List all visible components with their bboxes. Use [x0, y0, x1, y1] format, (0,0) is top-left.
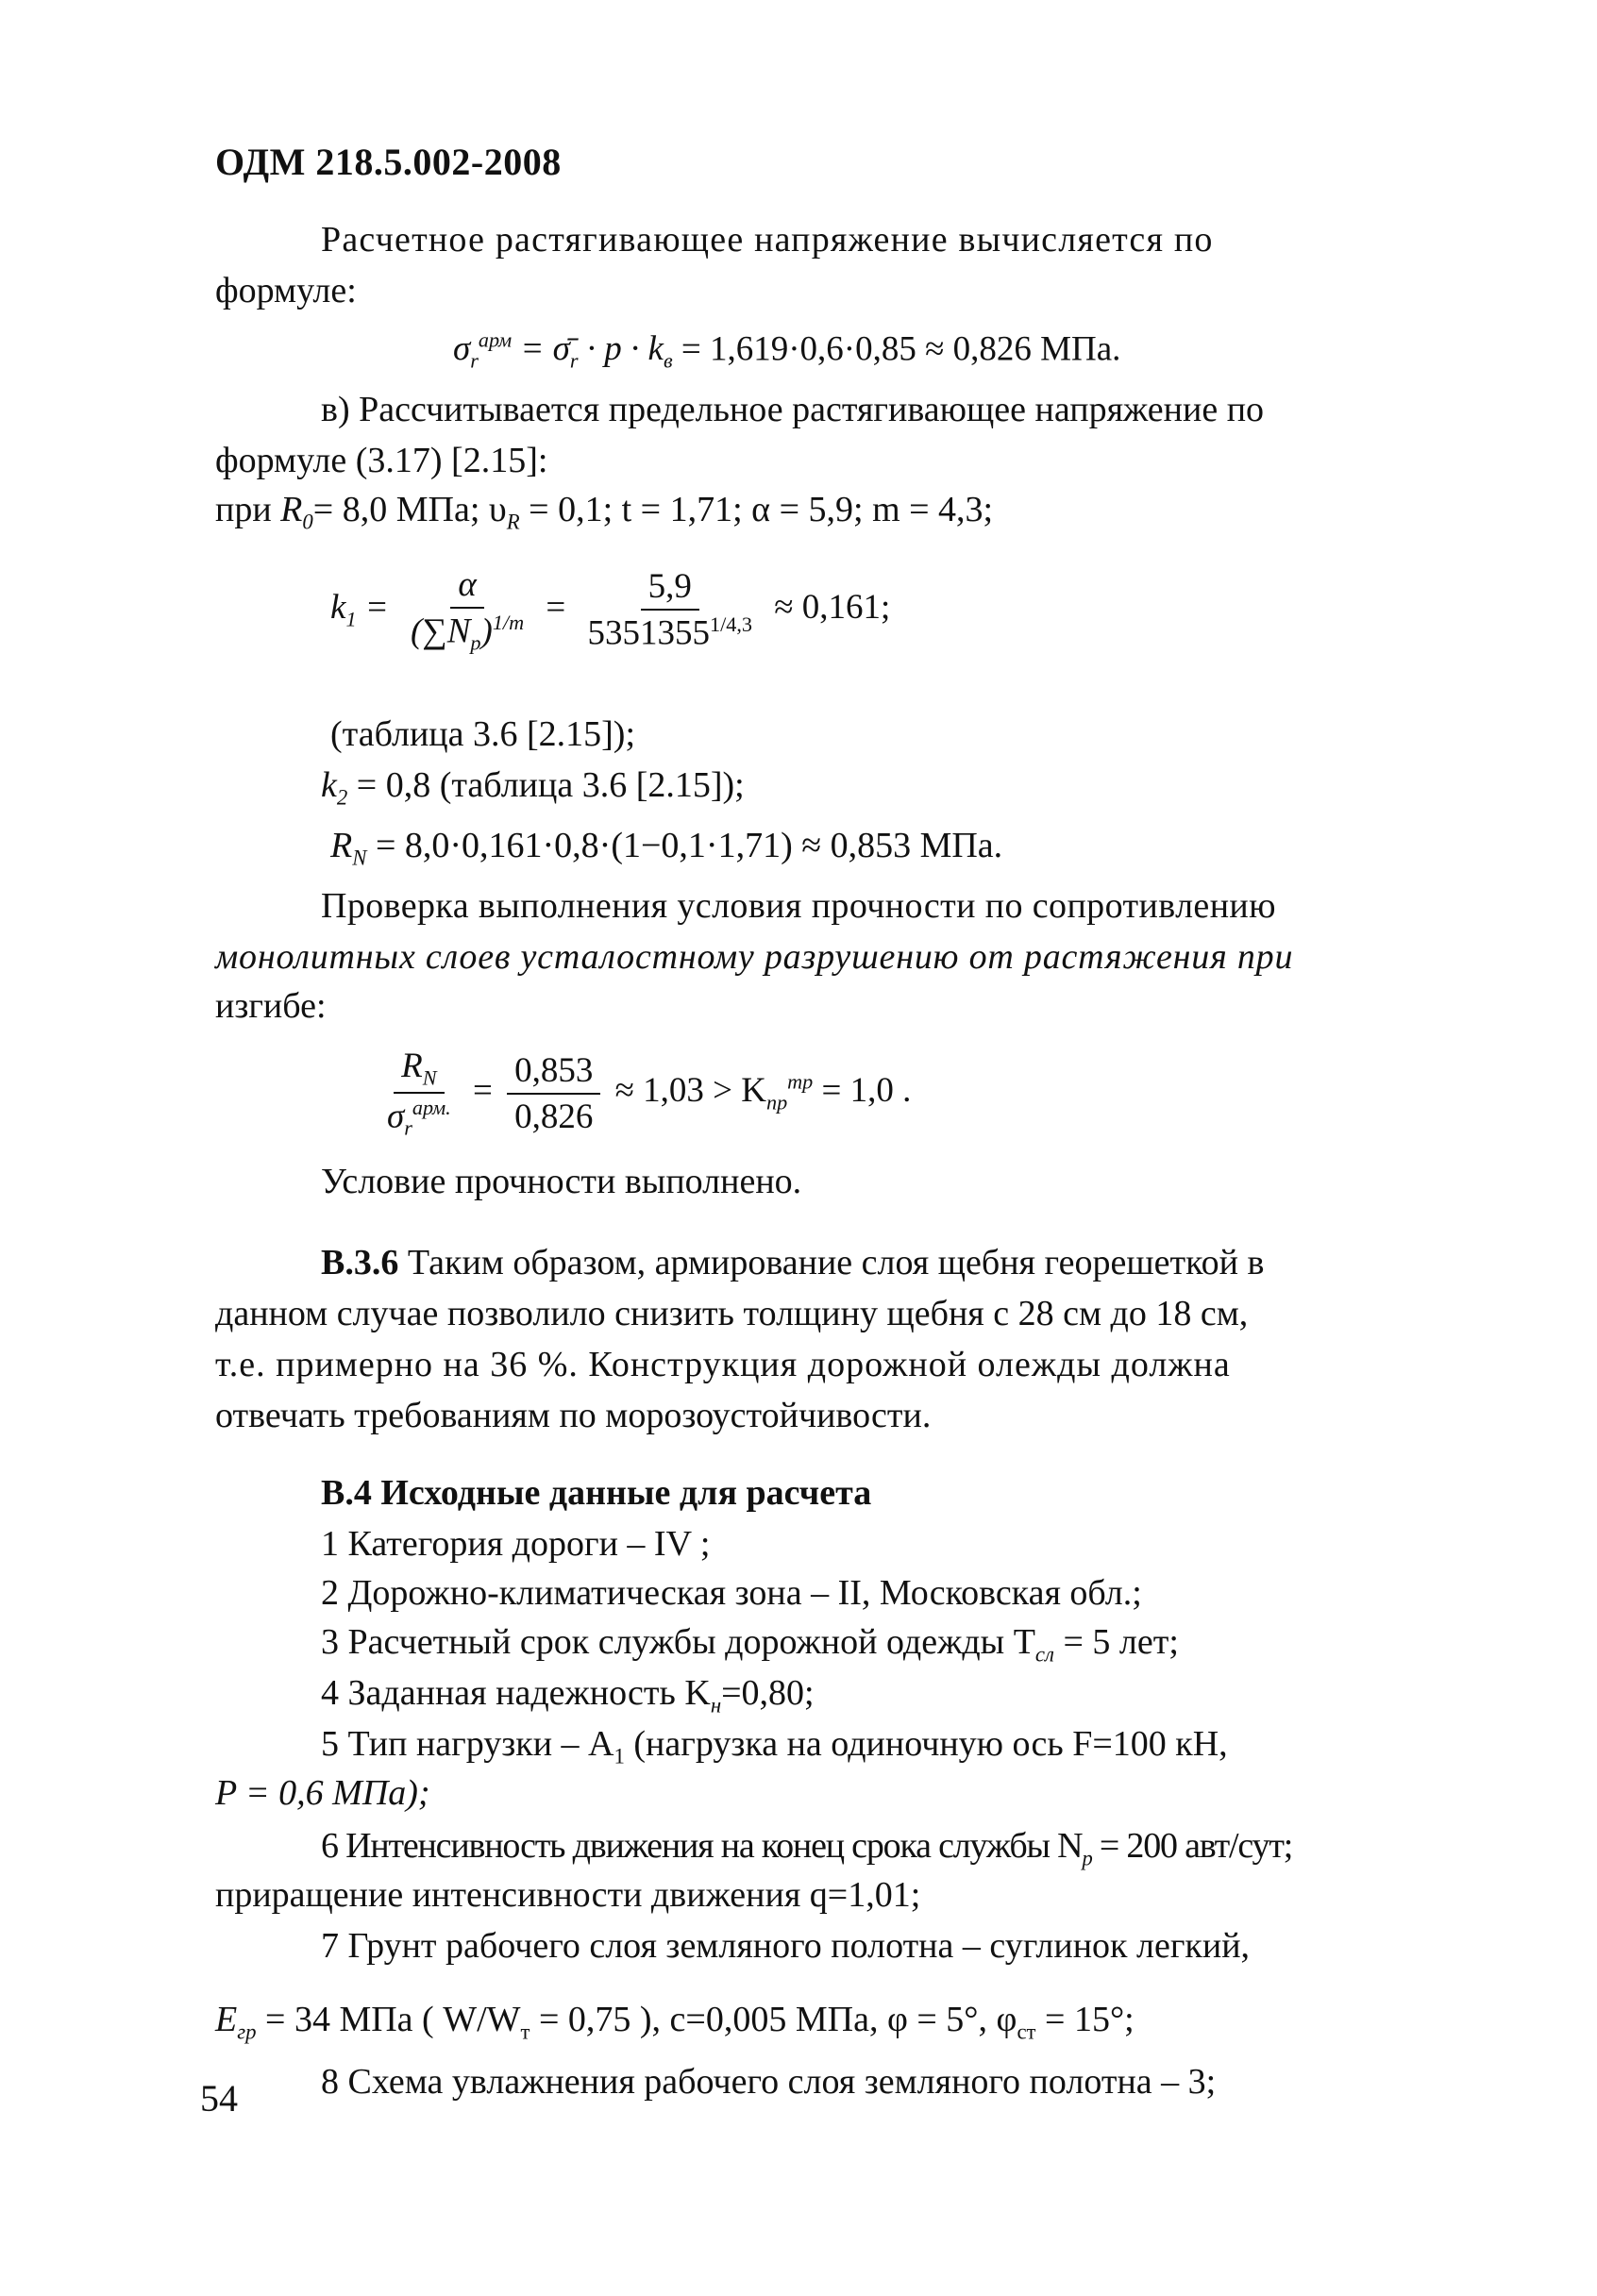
- list-item: 2 Дорожно-климатическая зона – II, Московская обл.;: [321, 1573, 1142, 1613]
- text-line: монолитных слоев усталостному разрушению от растяжения при: [215, 937, 1294, 977]
- formula-stress-value: = 1,619·0,6·0,85 ≈ 0,826 МПа.: [672, 329, 1121, 369]
- text-line: Условие прочности выполнено.: [321, 1162, 802, 1201]
- text-line: отвечать требованиям по морозоустойчивости.: [215, 1396, 932, 1435]
- text-line: т.е. примерно на 36 %. Конструкция дорожной олежды должна: [215, 1345, 1231, 1384]
- fraction: $\frac{R_N}{\sigma_r^{арм.}}$: [387, 1047, 451, 1141]
- text-line: Проверка выполнения условия прочности по сопротивлению: [321, 886, 1276, 926]
- text-line-k2: $k_2 = 0,8$ (таблица 3.6 [2.15]);: [321, 765, 745, 810]
- text-line: приращение интенсивности движения q=1,01;: [215, 1875, 921, 1915]
- text-line: изгибе:: [215, 986, 327, 1026]
- list-item: 8 Схема увлажнения рабочего слоя земляного полотна – 3;: [321, 2062, 1217, 2102]
- list-item: 3 Расчетный срок службы дорожной одежды $T_{сл} = 5$ лет;: [321, 1622, 1179, 1667]
- text-line: формуле (3.17) [2.15]:: [215, 441, 548, 480]
- text-line-params: при $R_0= 8,0$ МПа; $\upsilon_R = 0,1$; t = 1,71; α = 5,9; m = 4,3;: [215, 490, 994, 534]
- formula-strength-check: $\frac{R_N}{\sigma_r^{арм.}}$ = $\frac{0,853}{0,826}$ ≈ $1,03 > K_{пр}^{тр} = 1,0$ .: [374, 1046, 911, 1141]
- text-line: (таблица 3.6 [2.15]);: [330, 714, 635, 754]
- page-number: 54: [200, 2077, 238, 2120]
- text-line: Расчетное растягивающее напряжение вычисляется по: [321, 220, 1214, 260]
- list-item: 1 Категория дороги – IV ;: [321, 1524, 711, 1564]
- text-line-rn: $R_N = 8,0\cdot 0,161\cdot 0,8\cdot(1-0,1\cdot 1,71) \approx 0,853$ МПа.: [330, 826, 1003, 870]
- text-line: данном случае позволило снизить толщину щебня с 28 см до 18 см,: [215, 1294, 1249, 1333]
- text-line: P = 0,6 МПа);: [215, 1773, 430, 1813]
- section-title: В.4 Исходные данные для расчета: [321, 1473, 872, 1513]
- formula-k1: $k_1$ = $\frac{\alpha}{(\sum N_p)^{1/m}}$ = $\frac{5,9}{5351355^{1/4,3}}$ ≈ 0,161;: [330, 565, 891, 655]
- list-item: 7 Грунт рабочего слоя земляного полотна – суглинок легкий,: [321, 1926, 1251, 1966]
- list-item: 5 Тип нагрузки – $A_1$ (нагрузка на одиночную ось F=100 кН,: [321, 1724, 1228, 1768]
- formula-soil: $E_{гр} = 34$ МПа ( $W/W_т = 0,75$ ), c=0,005 МПа, φ = 5°, $\varphi_{ст} = 15^\circ$;: [215, 2000, 1135, 2044]
- fraction: $\frac{5,9}{5351355^{1/4,3}}$: [587, 567, 752, 653]
- list-item: 4 Заданная надежность $K_н=0,80$;: [321, 1673, 815, 1718]
- formula-stress: $\sigma_r^{арм}$ = $\sigmā_r \cdot p \cdot k_в = 1,619\cdot 0,6\cdot 0,85 \approx 0,826$ МПа.: [453, 328, 1121, 373]
- list-item: 6 Интенсивность движения на конец срока службы $N_p = 200$ авт/сут;: [321, 1826, 1293, 1870]
- fraction: $\frac{\alpha}{(\sum N_p)^{1/m}}$: [411, 565, 525, 655]
- text-line: формуле:: [215, 271, 357, 310]
- document-code: ОДМ 218.5.002-2008: [215, 141, 562, 183]
- text-line: в) Рассчитывается предельное растягивающее напряжение по: [321, 390, 1265, 429]
- fraction: $\frac{0,853}{0,826}$: [507, 1050, 600, 1137]
- section-b36-line: В.3.6 Таким образом, армирование слоя щебня георешеткой в: [321, 1243, 1265, 1282]
